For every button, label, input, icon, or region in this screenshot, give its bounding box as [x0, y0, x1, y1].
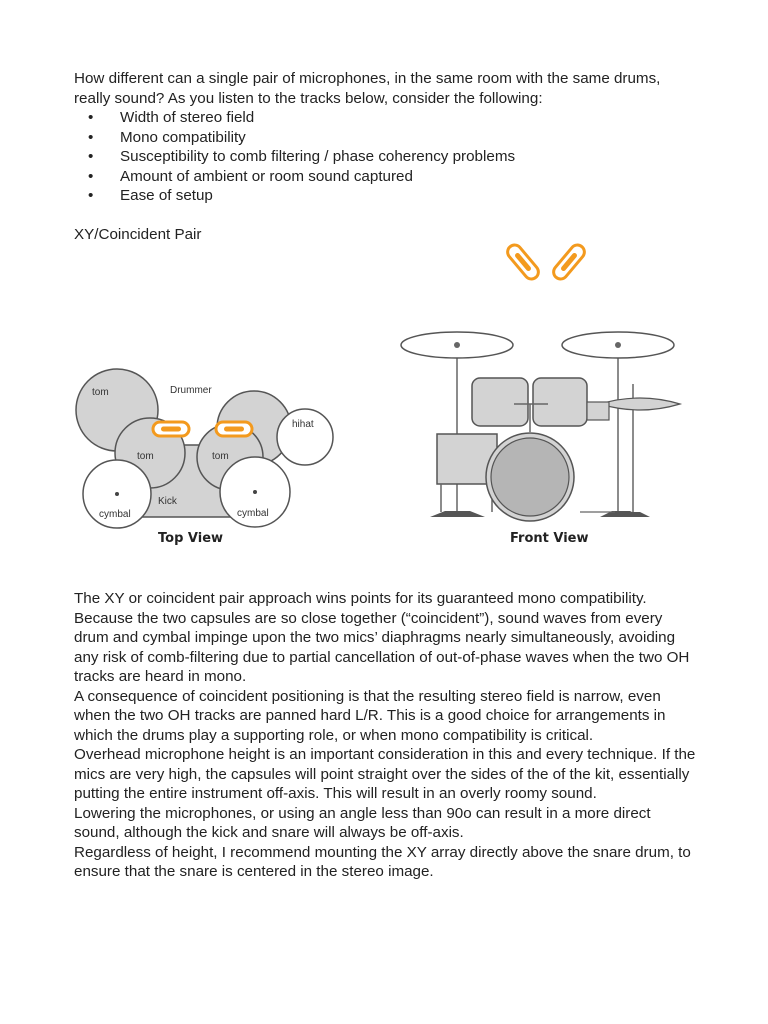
bullet-marker: •: [88, 148, 94, 165]
list-item: • Amount of ambient or room sound captured: [88, 167, 413, 185]
bullet-marker: •: [88, 167, 94, 185]
mic-left-icon: [153, 422, 189, 436]
xy-mic-left-icon: [505, 242, 541, 282]
section-heading: XY/Coincident Pair: [74, 226, 202, 243]
intro-paragraph: How different can a single pair of microphones, in the same room with the same drums, really sound? As you listen to the tracks below, consider the following:: [74, 70, 661, 107]
rack-tom-left: [472, 378, 528, 426]
list-item: • Susceptibility to comb filtering / phase coherency problems: [88, 148, 516, 165]
hihat-shape: [277, 409, 333, 465]
list-item: • Width of stereo field: [88, 109, 255, 126]
bullet-marker: •: [88, 128, 94, 146]
paragraph: Regardless of height, I recommend mounting the XY array directly above the snare drum, to ensure that the snare is centered in the stereo image.: [74, 843, 691, 880]
paragraph: Overhead microphone height is an important consideration in this and every technique. If the mics are very high, the capsules will point straight over the sides of the of the kit, essentially putting the entire instrument off-axis. This will result in an overly roomy sound.: [74, 746, 696, 802]
hihat-front: [600, 398, 680, 410]
top-view-diagram: [76, 369, 333, 528]
bullet-marker: •: [88, 109, 94, 126]
top-view-caption: Top View: [158, 531, 224, 546]
bullet-marker: •: [88, 187, 94, 204]
xy-mic-right-icon: [551, 242, 587, 282]
mic-right-icon: [216, 422, 252, 436]
label-hihat: hihat: [292, 419, 314, 430]
label-cymbal-left: cymbal: [99, 509, 131, 520]
label-tom-mid-left: tom: [137, 451, 154, 462]
front-view-caption: Front View: [510, 531, 589, 546]
paragraph: The XY or coincident pair approach wins points for its guaranteed mono compatibility. Because the two capsules are so close together (“coincident”), sound waves from every drum and cymbal impinge upon the two mics’ diaphragms nearly simultaneously, avoiding any risk of comb-filtering due to partial cancellation of out-of-phase waves when the two OH tracks are heard in mono.: [74, 590, 690, 685]
label-drummer: Drummer: [170, 385, 212, 396]
front-view-diagram: [401, 242, 680, 521]
body-text: [74, 589, 698, 882]
rack-tom-right: [533, 378, 587, 426]
label-tom-left: tom: [92, 387, 109, 398]
paragraph: A consequence of coincident positioning is that the resulting stereo field is narrow, even when the two OH tracks are panned hard L/R. This is a good choice for arrangements in which the drums play a supporting role, or when mono compatibility is critical.: [74, 687, 666, 744]
list-item: • Ease of setup: [88, 187, 213, 204]
label-cymbal-right: cymbal: [237, 508, 269, 519]
list-item: • Mono compatibility: [88, 128, 246, 146]
paragraph: Lowering the microphones, or using an angle less than 90o can result in a more direct sound, although the kick and snare will always be off-axis.: [74, 804, 651, 841]
label-kick: Kick: [158, 496, 177, 507]
label-tom-mid-right: tom: [212, 451, 229, 462]
